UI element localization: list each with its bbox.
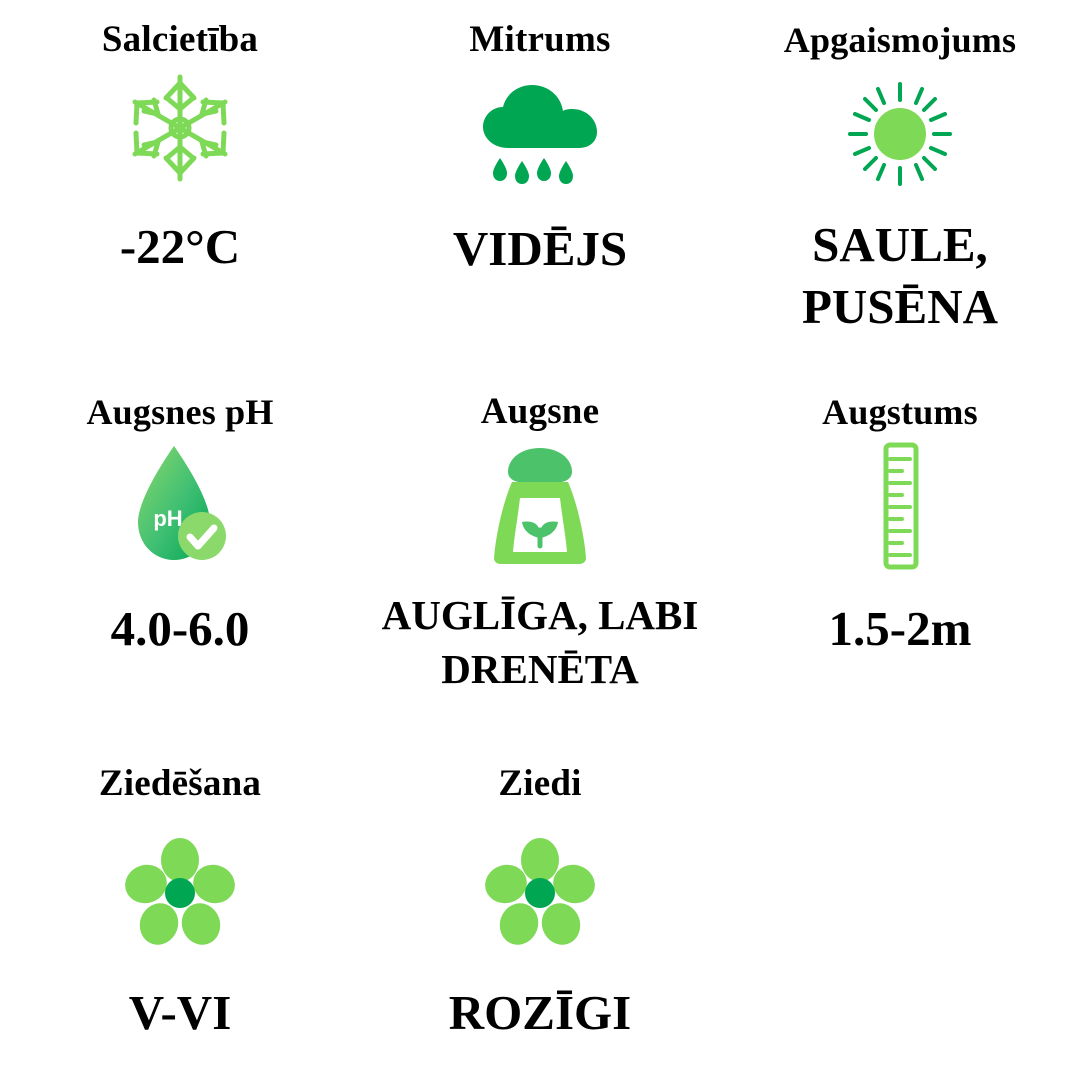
- attribute-value-ph: 4.0-6.0: [110, 601, 250, 656]
- ruler-icon: [870, 446, 930, 566]
- attribute-card-ph: [0, 372, 360, 744]
- attribute-label-bloom: Ziedēšana: [98, 763, 262, 804]
- flower-icon: [484, 832, 596, 952]
- ph-droplet-icon: [128, 446, 232, 566]
- attribute-card-soil: [360, 372, 720, 744]
- attribute-card-bloom: [0, 744, 360, 1080]
- attribute-label-hardiness: Salcietība: [101, 19, 259, 60]
- attribute-value-bloom: V-VI: [128, 985, 232, 1040]
- attribute-value-soil: AUGLĪGA, LABI DRENĒTA: [381, 592, 699, 692]
- attribute-card-flower: [360, 744, 720, 1080]
- sun-icon: [842, 74, 958, 194]
- attribute-label-light: Apgaismojums: [783, 20, 1017, 60]
- flower-icon: [124, 832, 236, 952]
- attribute-value-light: SAULE, PUSĒNA: [801, 217, 999, 334]
- attribute-value-flower: ROZĪGI: [448, 985, 632, 1040]
- rain-cloud-icon: [476, 74, 604, 194]
- attribute-label-moisture: Mitrums: [469, 19, 611, 60]
- empty-cell: [720, 744, 1080, 1080]
- attribute-card-light: [720, 0, 1080, 372]
- attribute-value-hardiness: -22°C: [119, 219, 241, 274]
- attribute-label-flower: Ziedi: [498, 763, 582, 804]
- svg-text:pH: pH: [153, 506, 183, 531]
- attribute-label-soil: Augsne: [480, 391, 600, 432]
- attribute-card-hardiness: [0, 0, 360, 372]
- soil-bag-icon: [474, 446, 606, 566]
- attribute-card-moisture: [360, 0, 720, 372]
- snowflake-icon: [120, 68, 240, 188]
- attribute-label-ph: Augsnes pH: [86, 392, 274, 432]
- attribute-value-height: 1.5-2m: [828, 601, 972, 656]
- attribute-value-moisture: VIDĒJS: [452, 221, 628, 276]
- attribute-label-height: Augstums: [822, 392, 978, 432]
- attribute-card-height: [720, 372, 1080, 744]
